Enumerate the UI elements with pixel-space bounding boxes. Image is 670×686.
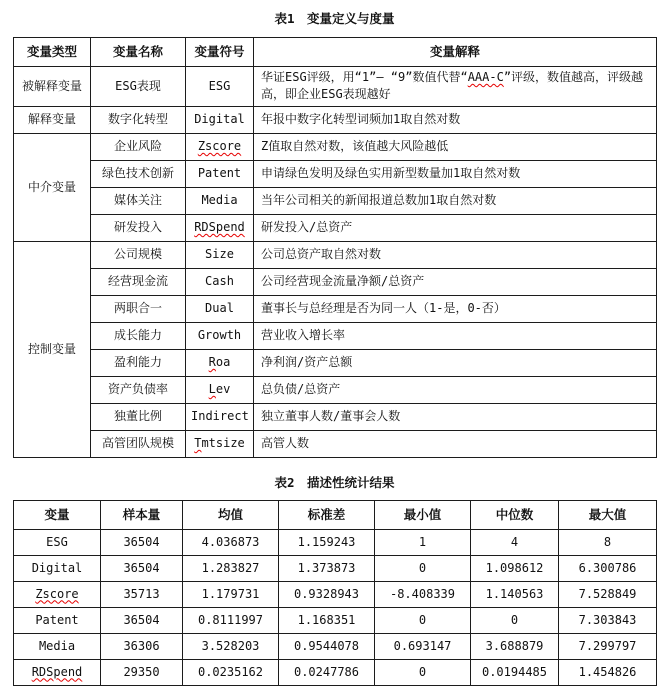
statistic-value-cell: 29350 [101,659,183,685]
variable-desc-cell: 研发投入/总资产 [254,214,657,241]
table1-row [14,67,657,107]
statistic-value-cell: 0.9328943 [279,581,375,607]
table1-row [14,295,657,322]
variable-desc-cell: 高管人数 [254,430,657,457]
variable-symbol: Zscore [35,586,79,601]
statistic-variable-cell [14,555,101,581]
variable-symbol: Digital [194,112,245,127]
table2-row [14,555,657,581]
table1-title: 表1 变量定义与度量 [274,11,395,26]
variable-definition-table [13,37,657,458]
variable-type-cell: 被解释变量 [14,67,91,107]
table1-row [14,187,657,214]
variable-symbol-cell [186,241,254,268]
statistic-value-cell: 1.454826 [559,659,657,685]
variable-desc-cell: 公司总资产取自然对数 [254,241,657,268]
variable-symbol: Roa [208,355,231,370]
statistic-variable-cell [14,581,101,607]
statistic-variable-cell [14,607,101,633]
statistic-value-cell: 36504 [101,555,183,581]
statistic-value-cell: 1.373873 [279,555,375,581]
variable-symbol: Media [201,193,238,208]
variable-symbol-cell [186,106,254,133]
table2-column-header: 标准差 [279,500,375,529]
variable-desc-cell: Z值取自然对数，该值越大风险越低 [254,133,657,160]
statistic-variable-cell [14,659,101,685]
variable-desc-cell: 净利润/资产总额 [254,349,657,376]
variable-symbol: Dual [205,301,234,316]
variable-name-cell: 数字化转型 [91,106,186,133]
table2-header-row [14,500,657,529]
table2-column-header: 中位数 [471,500,559,529]
table2-row [14,607,657,633]
table1-row [14,106,657,133]
variable-name-cell: 研发投入 [91,214,186,241]
statistic-value-cell: 7.303843 [559,607,657,633]
table1-row [14,403,657,430]
variable-symbol-cell [186,187,254,214]
variable-name-cell: 盈利能力 [91,349,186,376]
variable-name-cell: 媒体关注 [91,187,186,214]
statistic-value-cell: 36306 [101,633,183,659]
table2-row [14,529,657,555]
variable-name-cell: 公司规模 [91,241,186,268]
table2-title: 表2 描述性统计结果 [274,474,395,490]
descriptive-statistics-table [13,500,657,686]
statistic-value-cell: -8.408339 [375,581,471,607]
statistic-value-cell: 0 [375,607,471,633]
variable-symbol: Digital [31,560,83,575]
table1-column-header: 变量类型 [14,38,91,67]
statistic-value-cell: 0 [471,607,559,633]
variable-symbol: Patent [35,612,79,627]
statistic-value-cell: 36504 [101,529,183,555]
variable-name-cell: 资产负债率 [91,376,186,403]
table2-column-header: 样本量 [101,500,183,529]
statistic-value-cell: 1.283827 [183,555,279,581]
variable-symbol: Zscore [197,139,242,154]
statistic-value-cell: 1.098612 [471,555,559,581]
variable-desc-cell: 年报中数字化转型词频加1取自然对数 [254,106,657,133]
statistic-value-cell: 6.300786 [559,555,657,581]
statistic-value-cell: 0.8111997 [183,607,279,633]
variable-name-cell: 经营现金流 [91,268,186,295]
variable-symbol-cell [186,430,254,457]
statistic-value-cell: 4.036873 [183,529,279,555]
table2-row [14,633,657,659]
table1-row [14,133,657,160]
statistic-value-cell: 0 [375,659,471,685]
variable-symbol-cell [186,376,254,403]
table1-row [14,349,657,376]
statistic-value-cell: 7.528849 [559,581,657,607]
table2-column-header: 变量 [14,500,101,529]
table1-row [14,430,657,457]
variable-symbol: Media [38,638,76,653]
variable-symbol: Tmtsize [194,436,245,451]
statistic-value-cell: 8 [559,529,657,555]
table1-row [14,376,657,403]
variable-symbol: RDSpend [31,664,83,679]
table2-column-header: 均值 [183,500,279,529]
variable-symbol-cell [186,133,254,160]
variable-name-cell: 企业风险 [91,133,186,160]
statistic-value-cell: 0.0194485 [471,659,559,685]
statistic-value-cell: 1.140563 [471,581,559,607]
statistic-value-cell: 0.0247786 [279,659,375,685]
variable-symbol-cell [186,67,254,107]
variable-symbol-cell [186,160,254,187]
variable-name-cell: 绿色技术创新 [91,160,186,187]
variable-symbol: RDSpend [194,220,245,235]
statistic-value-cell: 7.299797 [559,633,657,659]
variable-desc-cell: 董事长与总经理是否为同一人（1-是，0-否） [254,295,657,322]
variable-desc-cell: 华证ESG评级，用“1”— “9”数值代替“AAA-C”评级，数值越高，评级越高，即企业ESG表现越好 [254,67,657,107]
variable-symbol-cell [186,349,254,376]
statistic-value-cell: 0 [375,555,471,581]
variable-symbol: Patent [197,166,242,181]
table1-row [14,214,657,241]
table2-column-header: 最大值 [559,500,657,529]
table1-header-row [14,38,657,67]
statistic-value-cell: 3.688879 [471,633,559,659]
variable-desc-cell: 总负债/总资产 [254,376,657,403]
statistic-value-cell: 1.168351 [279,607,375,633]
table2-row [14,659,657,685]
variable-symbol: Indirect [191,409,249,424]
statistic-value-cell: 1.159243 [279,529,375,555]
variable-desc-cell: 营业收入增长率 [254,322,657,349]
statistic-value-cell: 1.179731 [183,581,279,607]
table1-column-header: 变量解释 [254,38,657,67]
variable-symbol-cell [186,268,254,295]
variable-name-cell: ESG表现 [91,67,186,107]
table2-column-header: 最小值 [375,500,471,529]
variable-name-cell: 高管团队规模 [91,430,186,457]
variable-desc-cell: 当年公司相关的新闻报道总数加1取自然对数 [254,187,657,214]
statistic-variable-cell [14,529,101,555]
statistic-value-cell: 4 [471,529,559,555]
variable-type-cell: 中介变量 [14,133,91,241]
table1-column-header: 变量名称 [91,38,186,67]
statistic-value-cell: 0.693147 [375,633,471,659]
variable-desc-cell: 独立董事人数/董事会人数 [254,403,657,430]
statistic-value-cell: 3.528203 [183,633,279,659]
variable-symbol: ESG [208,78,231,93]
variable-symbol: ESG [46,534,68,549]
table1-row [14,268,657,295]
variable-name-cell: 独董比例 [91,403,186,430]
statistic-variable-cell [14,633,101,659]
statistic-value-cell: 0.9544078 [279,633,375,659]
statistic-value-cell: 0.0235162 [183,659,279,685]
variable-desc-cell: 公司经营现金流量净额/总资产 [254,268,657,295]
variable-symbol-cell [186,403,254,430]
statistic-value-cell: 35713 [101,581,183,607]
variable-symbol-cell [186,214,254,241]
variable-symbol: Lev [208,382,231,397]
statistic-value-cell: 1 [375,529,471,555]
variable-symbol-cell [186,295,254,322]
variable-symbol: Cash [205,274,234,289]
statistic-value-cell: 36504 [101,607,183,633]
table2-row [14,581,657,607]
variable-name-cell: 两职合一 [91,295,186,322]
variable-symbol-cell [186,322,254,349]
variable-desc-cell: 申请绿色发明及绿色实用新型数量加1取自然对数 [254,160,657,187]
variable-type-cell: 控制变量 [14,241,91,457]
table1-column-header: 变量符号 [186,38,254,67]
table1-row [14,160,657,187]
table1-row [14,241,657,268]
variable-type-cell: 解释变量 [14,106,91,133]
variable-symbol: Size [205,247,234,262]
variable-symbol: Growth [197,328,242,343]
variable-name-cell: 成长能力 [91,322,186,349]
table1-row [14,322,657,349]
